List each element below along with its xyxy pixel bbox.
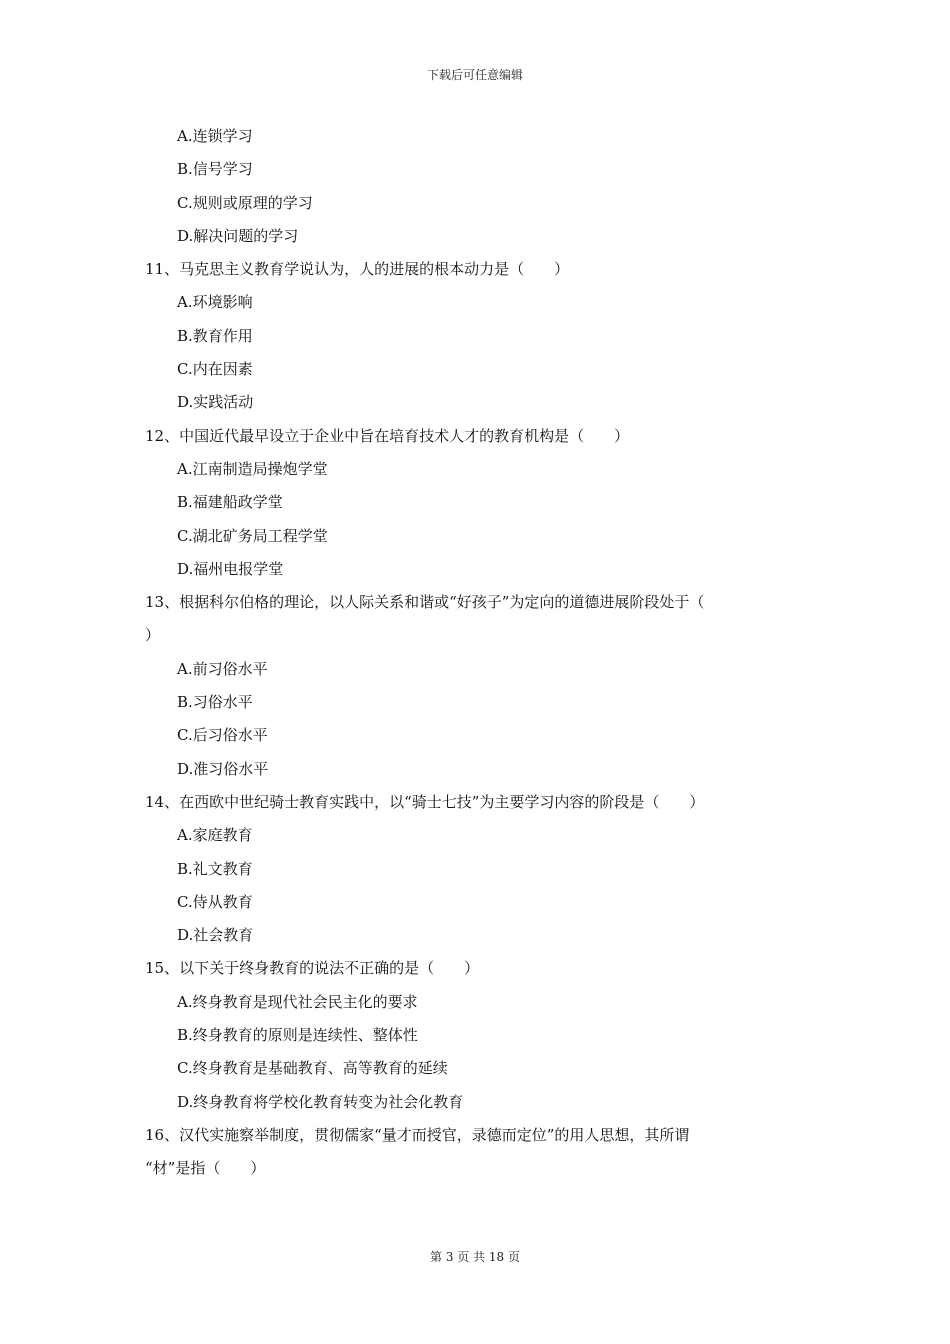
document-body (145, 120, 815, 1186)
answer-option: A.终身教育是现代社会民主化的要求 (177, 992, 418, 1011)
question-text: 12、中国近代最早设立于企业中旨在培育技术人才的教育机构是（ ） (145, 426, 630, 445)
answer-option: D.福州电报学堂 (177, 559, 284, 578)
answer-option: D.解决问题的学习 (177, 226, 299, 245)
answer-option: C.湖北矿务局工程学堂 (177, 526, 328, 545)
question-text: 15、以下关于终身教育的说法不正确的是（ ） (145, 959, 480, 978)
answer-option: A.前习俗水平 (177, 659, 268, 678)
question-text: 13、根据科尔伯格的理论，以人际关系和谐或“好孩子”为定向的道德进展阶段处于（ (145, 593, 705, 612)
page-header: 下载后可任意编辑 (426, 68, 523, 82)
question-text: 14、在西欧中世纪骑士教育实践中，以“骑士七技”为主要学习内容的阶段是（ ） (145, 792, 705, 811)
answer-option: A.家庭教育 (177, 826, 253, 845)
answer-option: B.教育作用 (177, 326, 253, 345)
answer-option: D.终身教育将学校化教育转变为社会化教育 (177, 1092, 464, 1111)
answer-option: B.终身教育的原则是连续性、整体性 (177, 1026, 418, 1045)
answer-option: D.准习俗水平 (177, 759, 269, 778)
answer-option: B.福建船政学堂 (177, 493, 283, 512)
answer-option: C.内在因素 (177, 360, 253, 379)
answer-option: A.连锁学习 (177, 127, 253, 145)
answer-option: B.信号学习 (177, 160, 253, 179)
answer-option: A.环境影响 (177, 293, 253, 312)
answer-option: D.实践活动 (177, 393, 254, 412)
answer-option: C.后习俗水平 (177, 726, 268, 745)
question-text: 16、汉代实施察举制度，贯彻儒家“量才而授官，录德而定位”的用人思想，其所谓 (145, 1125, 690, 1144)
question-text: “材”是指（ ） (145, 1159, 266, 1178)
answer-option: A.江南制造局操炮学堂 (177, 459, 328, 478)
answer-option: C.侍从教育 (177, 892, 253, 911)
answer-option: C.终身教育是基础教育、高等教育的延续 (177, 1059, 448, 1078)
question-text: 11、马克思主义教育学说认为，人的进展的根本动力是（ ） (145, 260, 570, 279)
answer-option: B.礼文教育 (177, 859, 253, 878)
answer-option: C.规则或原理的学习 (177, 193, 313, 212)
answer-option: D.社会教育 (177, 926, 254, 945)
page-footer: 第 3 页 共 18 页 (430, 1250, 520, 1264)
answer-option: B.习俗水平 (177, 693, 253, 712)
question-text: ） (145, 626, 161, 645)
